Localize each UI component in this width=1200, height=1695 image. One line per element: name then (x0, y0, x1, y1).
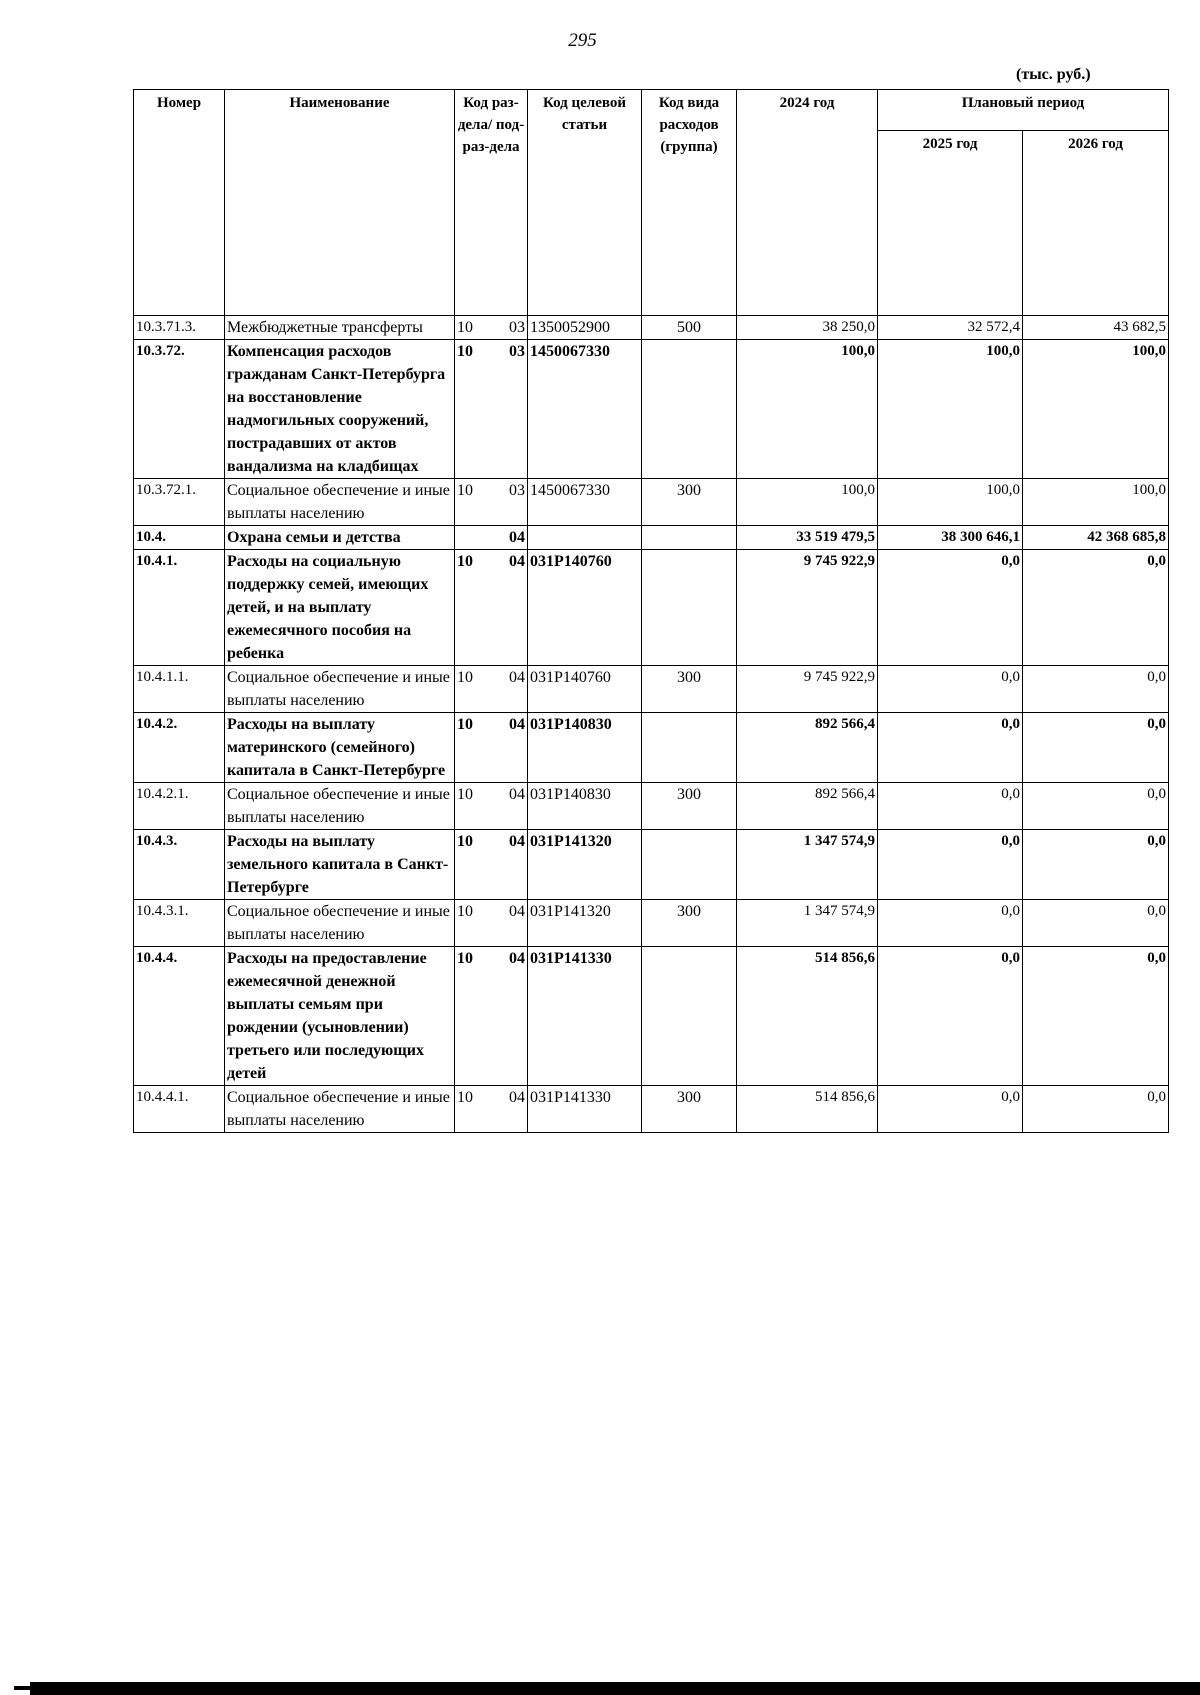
table-row (134, 783, 1169, 830)
row-amount-2024: 38 250,0 (737, 316, 878, 340)
row-name: Расходы на предоставление ежемесячной денежной выплаты семьям при рождении (усыновлении) третьего или последующих детей (225, 947, 455, 1086)
subsection-code: 03 (509, 319, 525, 336)
row-section-code (455, 900, 528, 947)
row-kind-code: 500 (642, 316, 737, 340)
row-amount-2026: 0,0 (1023, 1086, 1169, 1133)
row-section-code (455, 340, 528, 479)
section-code: 10 (457, 319, 473, 336)
section-code: 10 (457, 716, 473, 733)
row-kind-code (642, 713, 737, 783)
row-amount-2026: 0,0 (1023, 830, 1169, 900)
header-planned-period: Плановый период (878, 90, 1169, 131)
row-target-code: 1350052900 (528, 316, 642, 340)
row-target-code: 031P141330 (528, 1086, 642, 1133)
section-code: 10 (457, 833, 473, 850)
section-code: 10 (457, 482, 473, 499)
row-amount-2025: 100,0 (878, 479, 1023, 526)
row-amount-2026: 0,0 (1023, 947, 1169, 1086)
section-code: 10 (457, 786, 473, 803)
row-amount-2024: 892 566,4 (737, 783, 878, 830)
row-kind-code: 300 (642, 666, 737, 713)
row-name: Расходы на выплату материнского (семейного) капитала в Санкт-Петербурге (225, 713, 455, 783)
row-name: Межбюджетные трансферты (225, 316, 455, 340)
row-section-code (455, 526, 528, 550)
section-code: 10 (457, 669, 473, 686)
page-number: 295 (568, 30, 597, 51)
section-code: 10 (457, 343, 473, 360)
row-kind-code (642, 830, 737, 900)
table-row (134, 713, 1169, 783)
row-amount-2024: 9 745 922,9 (737, 550, 878, 666)
row-amount-2024: 9 745 922,9 (737, 666, 878, 713)
subsection-code: 04 (509, 553, 525, 570)
budget-table (133, 89, 1169, 1133)
row-kind-code (642, 340, 737, 479)
section-code: 10 (457, 553, 473, 570)
row-kind-code: 300 (642, 479, 737, 526)
subsection-code: 03 (509, 343, 525, 360)
table-row (134, 526, 1169, 550)
row-name: Компенсация расходов гражданам Санкт-Петербурга на восстановление надмогильных сооружений, пострадавших от актов вандализма на кладбищах (225, 340, 455, 479)
row-section-code (455, 316, 528, 340)
row-number: 10.4.3. (134, 830, 225, 900)
row-amount-2025: 0,0 (878, 550, 1023, 666)
row-amount-2024: 100,0 (737, 479, 878, 526)
table-row (134, 900, 1169, 947)
row-amount-2025: 0,0 (878, 947, 1023, 1086)
row-number: 10.4.2.1. (134, 783, 225, 830)
row-amount-2026: 0,0 (1023, 713, 1169, 783)
table-row (134, 479, 1169, 526)
table-row (134, 947, 1169, 1086)
table-row (134, 340, 1169, 479)
subsection-code: 04 (509, 1089, 525, 1106)
row-name: Социальное обеспечение и иные выплаты населению (225, 479, 455, 526)
row-name: Расходы на выплату земельного капитала в Санкт-Петербурге (225, 830, 455, 900)
row-name: Социальное обеспечение и иные выплаты населению (225, 1086, 455, 1133)
row-amount-2024: 1 347 574,9 (737, 900, 878, 947)
row-target-code: 031P140760 (528, 666, 642, 713)
row-name: Социальное обеспечение и иные выплаты населению (225, 783, 455, 830)
table-row (134, 666, 1169, 713)
row-amount-2025: 0,0 (878, 1086, 1023, 1133)
row-target-code: 031P141320 (528, 900, 642, 947)
row-number: 10.4.4.1. (134, 1086, 225, 1133)
row-section-code (455, 947, 528, 1086)
row-target-code (528, 526, 642, 550)
row-name: Социальное обеспечение и иные выплаты населению (225, 900, 455, 947)
row-amount-2026: 100,0 (1023, 479, 1169, 526)
row-target-code: 031P140830 (528, 783, 642, 830)
header-target: Код целевой статьи (528, 90, 642, 316)
row-kind-code (642, 550, 737, 666)
scan-bottom-bar (30, 1682, 1200, 1695)
section-code: 10 (457, 950, 473, 967)
subsection-code: 04 (509, 669, 525, 686)
row-amount-2025: 38 300 646,1 (878, 526, 1023, 550)
row-amount-2025: 100,0 (878, 340, 1023, 479)
row-amount-2024: 100,0 (737, 340, 878, 479)
header-2026: 2026 год (1023, 131, 1169, 316)
row-section-code (455, 713, 528, 783)
row-number: 10.4. (134, 526, 225, 550)
row-number: 10.4.2. (134, 713, 225, 783)
row-amount-2025: 0,0 (878, 830, 1023, 900)
row-amount-2026: 100,0 (1023, 340, 1169, 479)
subsection-code: 04 (509, 903, 525, 920)
row-name: Социальное обеспечение и иные выплаты населению (225, 666, 455, 713)
header-row (134, 90, 1169, 131)
row-section-code (455, 830, 528, 900)
header-number: Номер (134, 90, 225, 316)
row-target-code: 031P140830 (528, 713, 642, 783)
table-row (134, 830, 1169, 900)
row-amount-2026: 0,0 (1023, 900, 1169, 947)
row-amount-2024: 892 566,4 (737, 713, 878, 783)
subsection-code: 03 (509, 482, 525, 499)
row-section-code (455, 1086, 528, 1133)
row-number: 10.4.4. (134, 947, 225, 1086)
header-2025: 2025 год (878, 131, 1023, 316)
subsection-code: 04 (509, 786, 525, 803)
row-name: Охрана семьи и детства (225, 526, 455, 550)
row-amount-2026: 42 368 685,8 (1023, 526, 1169, 550)
subsection-code: 04 (509, 833, 525, 850)
row-amount-2026: 0,0 (1023, 666, 1169, 713)
row-amount-2026: 0,0 (1023, 783, 1169, 830)
row-amount-2026: 0,0 (1023, 550, 1169, 666)
subsection-code: 04 (509, 950, 525, 967)
row-amount-2026: 43 682,5 (1023, 316, 1169, 340)
row-name: Расходы на социальную поддержку семей, имеющих детей, и на выплату ежемесячного пособия на ребенка (225, 550, 455, 666)
row-amount-2024: 514 856,6 (737, 947, 878, 1086)
units-label: (тыс. руб.) (1016, 66, 1091, 83)
row-amount-2024: 514 856,6 (737, 1086, 878, 1133)
row-number: 10.4.1.1. (134, 666, 225, 713)
row-section-code (455, 666, 528, 713)
subsection-code: 04 (509, 716, 525, 733)
row-amount-2024: 33 519 479,5 (737, 526, 878, 550)
table-row (134, 316, 1169, 340)
section-code: 10 (457, 903, 473, 920)
section-code: 10 (457, 1089, 473, 1106)
table-row (134, 1086, 1169, 1133)
row-target-code: 1450067330 (528, 340, 642, 479)
row-amount-2025: 0,0 (878, 783, 1023, 830)
header-name: Наименование (225, 90, 455, 316)
row-kind-code: 300 (642, 783, 737, 830)
row-amount-2025: 0,0 (878, 900, 1023, 947)
row-target-code: 031P141320 (528, 830, 642, 900)
row-section-code (455, 479, 528, 526)
row-kind-code: 300 (642, 900, 737, 947)
header-section: Код раз-дела/ под-раз-дела (455, 90, 528, 316)
row-amount-2024: 1 347 574,9 (737, 830, 878, 900)
row-section-code (455, 550, 528, 666)
row-number: 10.4.3.1. (134, 900, 225, 947)
row-section-code (455, 783, 528, 830)
row-number: 10.3.72. (134, 340, 225, 479)
row-target-code: 031P140760 (528, 550, 642, 666)
row-number: 10.4.1. (134, 550, 225, 666)
row-amount-2025: 0,0 (878, 713, 1023, 783)
row-kind-code (642, 526, 737, 550)
header-kind: Код вида расходов (группа) (642, 90, 737, 316)
row-kind-code (642, 947, 737, 1086)
header-2024: 2024 год (737, 90, 878, 316)
row-number: 10.3.72.1. (134, 479, 225, 526)
subsection-code: 04 (509, 529, 525, 546)
row-number: 10.3.71.3. (134, 316, 225, 340)
row-amount-2025: 32 572,4 (878, 316, 1023, 340)
row-kind-code: 300 (642, 1086, 737, 1133)
table-row (134, 550, 1169, 666)
row-amount-2025: 0,0 (878, 666, 1023, 713)
row-target-code: 1450067330 (528, 479, 642, 526)
row-target-code: 031P141330 (528, 947, 642, 1086)
